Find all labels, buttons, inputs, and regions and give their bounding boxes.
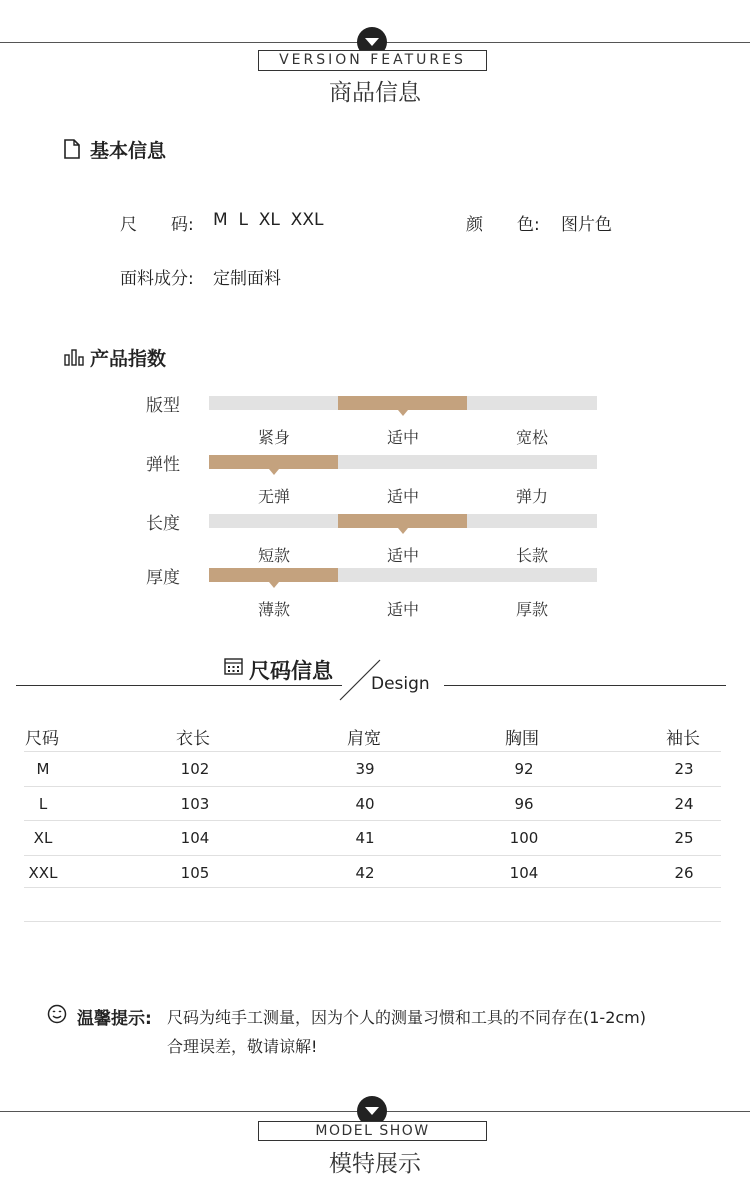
- index-label: 厚度: [146, 568, 180, 588]
- index-option-label: 宽松: [515, 428, 548, 447]
- calendar-icon: [224, 657, 243, 675]
- table-header-sleeve: 袖长: [666, 729, 700, 749]
- index-bar-track: [209, 514, 597, 528]
- index-option-label: 适中: [386, 487, 419, 506]
- table-row: [24, 786, 721, 821]
- design-label: Design: [371, 674, 430, 694]
- index-bar-marker: [209, 568, 338, 582]
- product-index-heading: 产品指数: [90, 348, 167, 370]
- table-cell: XXL: [28, 863, 58, 882]
- table-row: [24, 751, 721, 786]
- table-cell: 42: [355, 863, 375, 882]
- index-label: 长度: [146, 514, 180, 534]
- index-option-label: 长款: [515, 546, 548, 565]
- color-label: 颜 色:: [466, 215, 540, 235]
- bar-chart-icon: [64, 347, 86, 366]
- table-cell: M: [36, 760, 50, 778]
- index-bar-marker: [338, 396, 467, 410]
- index-option-label: 弹力: [515, 487, 548, 506]
- table-footer-line: [24, 921, 721, 922]
- table-cell: 23: [674, 760, 694, 778]
- table-cell: 26: [674, 863, 694, 882]
- size-value: M L XL XXL: [213, 210, 324, 230]
- index-option-label: 适中: [386, 600, 419, 619]
- table-header-chest: 胸围: [505, 729, 539, 749]
- size-divider-right: [444, 685, 726, 686]
- table-cell: 39: [355, 760, 375, 778]
- index-label: 版型: [146, 396, 180, 416]
- index-bar-track: [209, 396, 597, 410]
- version-features-label: VERSION FEATURES: [258, 50, 487, 71]
- index-label: 弹性: [146, 455, 180, 475]
- index-option-label: 适中: [386, 546, 419, 565]
- fabric-value: 定制面料: [213, 269, 281, 289]
- index-option-label: 紧身: [257, 428, 290, 447]
- index-option-label: 薄款: [257, 600, 290, 619]
- table-cell: XL: [33, 829, 53, 847]
- table-cell: 103: [180, 794, 210, 813]
- index-option-label: 短款: [257, 546, 290, 565]
- table-cell: 40: [355, 794, 375, 813]
- size-divider-left: [16, 685, 342, 686]
- table-bottom-line: [24, 887, 721, 888]
- size-label: 尺 码:: [120, 215, 194, 235]
- table-cell: 41: [355, 829, 375, 847]
- table-cell: 24: [674, 794, 694, 813]
- table-header-size: 尺码: [25, 729, 59, 749]
- model-show-title: 模特展示: [329, 1151, 421, 1177]
- size-info-heading: 尺码信息: [249, 659, 333, 683]
- product-info-title: 商品信息: [329, 80, 421, 106]
- tip-line-1: 尺码为纯手工测量，因为个人的测量习惯和工具的不同存在(1-2cm): [167, 1008, 647, 1027]
- table-row: [24, 820, 721, 855]
- table-cell: 92: [514, 760, 534, 778]
- color-value: 图片色: [561, 215, 612, 235]
- index-bar-track: [209, 568, 597, 582]
- index-bar-marker: [338, 514, 467, 528]
- fabric-label: 面料成分:: [120, 269, 194, 289]
- model-show-label: MODEL SHOW: [258, 1121, 487, 1141]
- index-bar-track: [209, 455, 597, 469]
- table-row: [24, 855, 721, 890]
- tip-line-2: 合理误差，敬请谅解!: [167, 1037, 318, 1056]
- index-option-label: 无弹: [257, 487, 290, 506]
- document-icon: [64, 139, 80, 159]
- index-option-label: 厚款: [515, 600, 548, 619]
- tip-title: 温馨提示:: [77, 1009, 152, 1029]
- table-cell: 100: [509, 829, 539, 847]
- table-cell: 104: [509, 863, 539, 882]
- smiley-icon: [47, 1004, 67, 1024]
- basic-info-heading: 基本信息: [90, 140, 167, 162]
- table-cell: 105: [180, 863, 210, 882]
- table-header-shoulder: 肩宽: [347, 729, 381, 749]
- table-cell: 102: [180, 760, 210, 778]
- index-bar-marker: [209, 455, 338, 469]
- table-cell: L: [38, 794, 48, 813]
- index-option-label: 适中: [386, 428, 419, 447]
- table-cell: 96: [514, 794, 534, 813]
- table-cell: 104: [180, 829, 210, 847]
- table-header-length: 衣长: [176, 729, 210, 749]
- table-cell: 25: [674, 829, 694, 847]
